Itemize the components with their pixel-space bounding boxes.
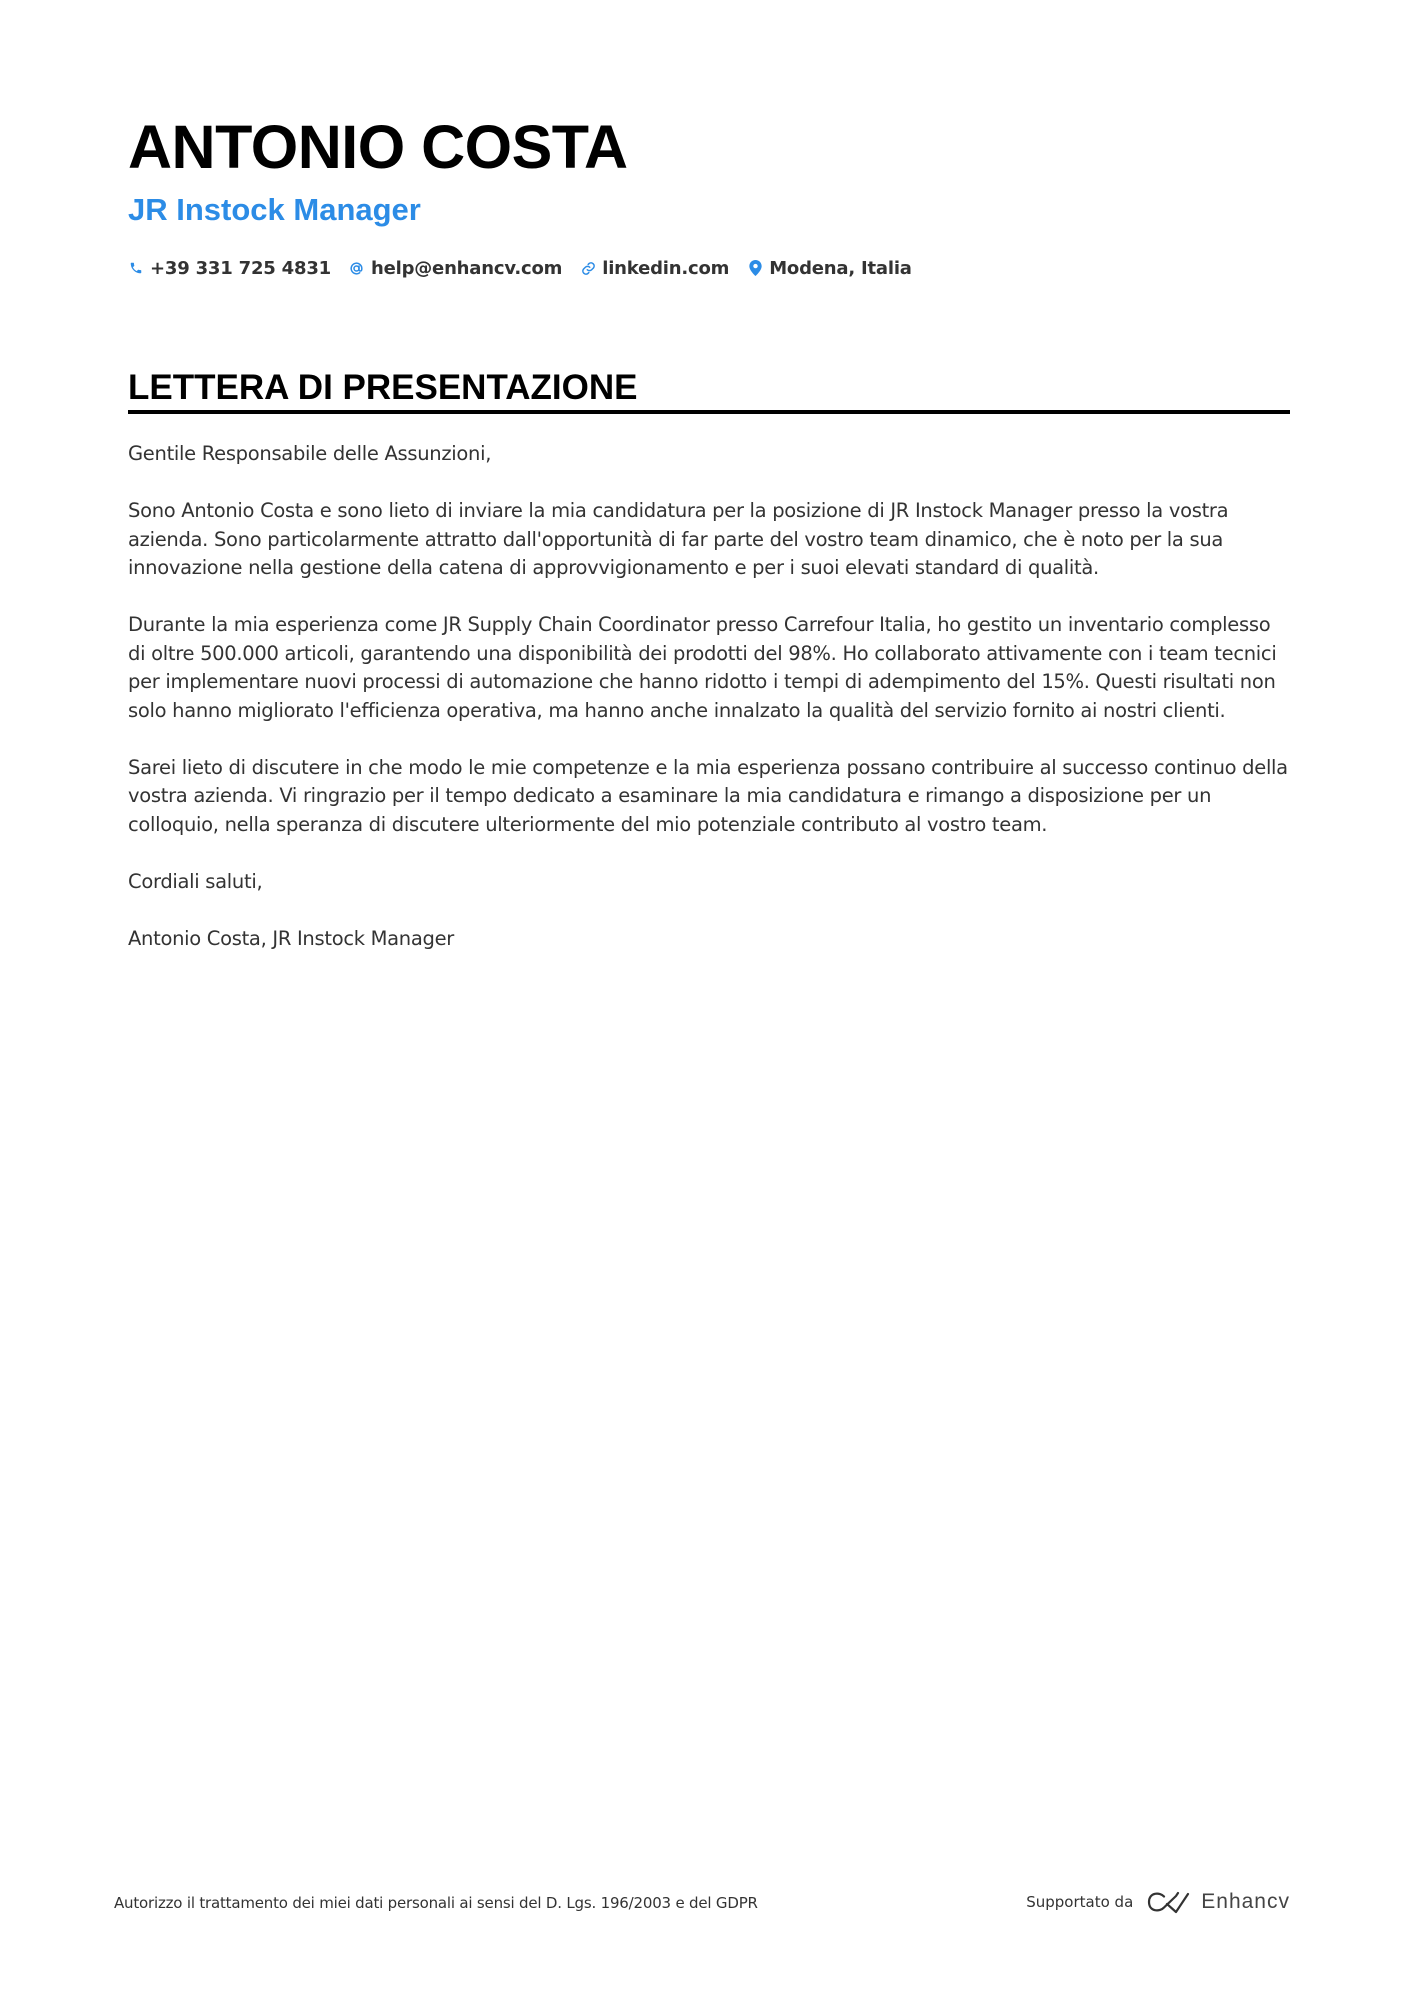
letter-paragraph: Durante la mia esperienza come JR Supply Chain Coordinator presso Carrefour Italia, ho gestito un inventario complesso di oltre 500.000 articoli, garantendo una disponibilità dei prodotti del 98%. Ho collaborato attivamente con i team tecnici per implementare nuovi processi di automazione che hanno ridotto i tempi di adempimento del 15%. Questi risultati non solo hanno migliorato l'efficienza operativa, ma hanno anche innalzato la qualità del servizio fornito ai nostri clienti. (128, 613, 1277, 722)
powered-by-label: Supportato da (1026, 1893, 1134, 1911)
letter-body (128, 440, 1290, 982)
email-address: help@enhancv.com (370, 257, 563, 279)
enhancv-logo-icon (1145, 1889, 1191, 1915)
candidate-name: ANTONIO COSTA (128, 113, 628, 181)
location-pin-icon (747, 258, 763, 278)
job-title: JR Instock Manager (128, 192, 421, 227)
letter-closing: Cordiali saluti, (128, 869, 263, 893)
phone-number: +39 331 725 4831 (150, 257, 331, 279)
contact-location (747, 258, 912, 279)
enhancv-brand-name: Enhancv (1201, 1890, 1290, 1913)
phone-icon (128, 258, 144, 278)
privacy-consent-note: Autorizzo il trattamento dei miei dati personali ai sensi del D. Lgs. 196/2003 e del GDPR (114, 1894, 758, 1912)
location-text: Modena, Italia (769, 257, 912, 279)
section-title: LETTERA DI PRESENTAZIONE (128, 368, 638, 407)
powered-by[interactable] (1026, 1885, 1290, 1919)
letter-greeting: Gentile Responsabile delle Assunzioni, (128, 442, 492, 465)
contact-bar (128, 254, 930, 282)
contact-phone[interactable] (128, 258, 331, 279)
linkedin-url: linkedin.com (602, 257, 730, 279)
contact-email[interactable] (349, 258, 562, 279)
letter-paragraph: Sono Antonio Costa e sono lieto di inviare la mia candidatura per la posizione di JR Instock Manager presso la vostra azienda. Sono particolarmente attratto dall'opportunità di far parte del vostro team dinamico, che è noto per la sua innovazione nella gestione della catena di approvvigionamento e per i suoi elevati standard di qualità. (128, 499, 1229, 579)
contact-linkedin[interactable] (580, 258, 729, 279)
link-icon (580, 258, 596, 278)
at-icon (349, 258, 365, 278)
letter-signature: Antonio Costa, JR Instock Manager (128, 926, 455, 950)
letter-paragraph: Sarei lieto di discutere in che modo le mie competenze e la mia esperienza possano contribuire al successo continuo della vostra azienda. Vi ringrazio per il tempo dedicato a esaminare la mia candidatura e rimango a disposizione per un colloquio, nella speranza di discutere ulteriormente del mio potenziale contributo al vostro team. (128, 755, 1288, 836)
section-divider (128, 410, 1290, 414)
